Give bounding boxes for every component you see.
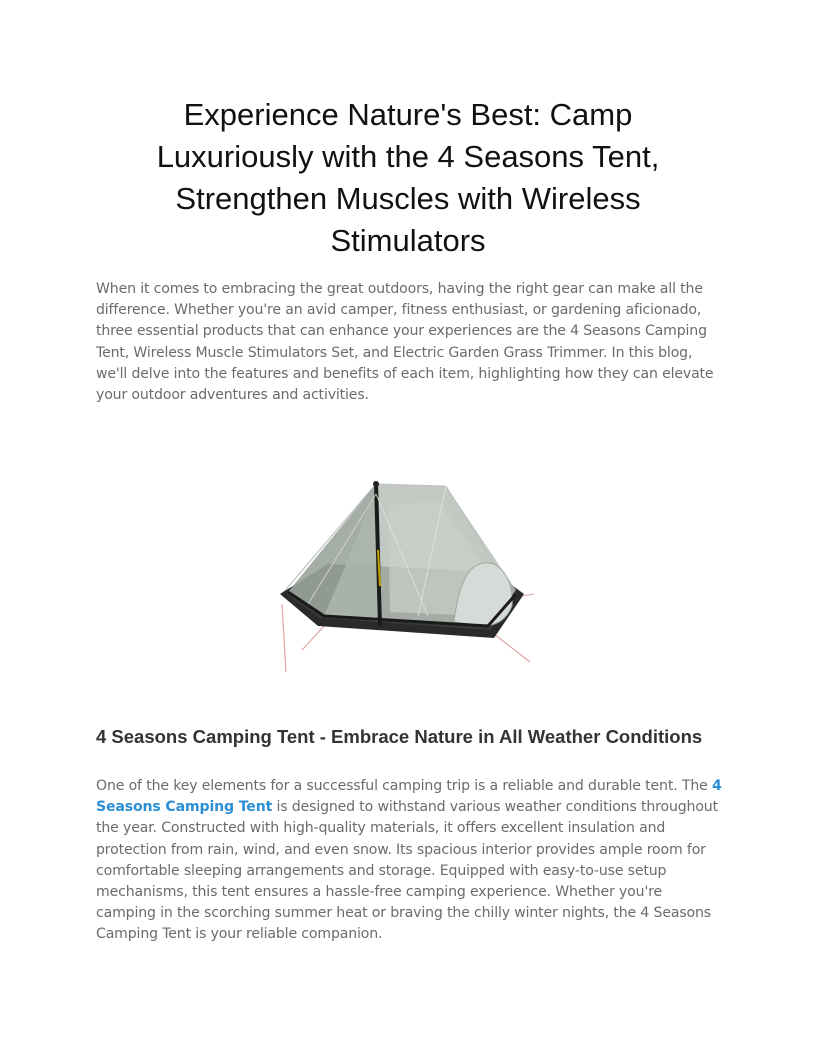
- tent-illustration-icon: [268, 476, 544, 680]
- section-text-start: One of the key elements for a successful camping trip is a reliable and durable tent. The: [96, 778, 712, 794]
- section-paragraph: [96, 776, 724, 946]
- section-text-end: is designed to withstand various weather conditions throughout the year. Constructed with high-quality materials, it offers excellent insulation and protection from rain, wind, and even snow. Its spacious interior provides ample room for comfortable sleeping arrangements and storage. Equipped with easy-to-use setup mechanisms, this tent ensures a hassle-free camping experience. Whether you're camping in the scorching summer heat or braving the chilly winter nights, the 4 Seasons Camping Tent is your reliable companion.: [96, 799, 718, 943]
- tent-image: [268, 476, 544, 680]
- section-heading: 4 Seasons Camping Tent - Embrace Nature in All Weather Conditions: [96, 726, 703, 747]
- intro-paragraph: When it comes to embracing the great outdoors, having the right gear can make all the difference. Whether you're an avid camper, fitness enthusiast, or gardening aficionado, three essential products that can enhance your experiences are the 4 Seasons Camping Tent, Wireless Muscle Stimulators Set, and Electric Garden Grass Trimmer. In this blog, we'll delve into the features and benefits of each item, highlighting how they can elevate your outdoor adventures and activities.: [96, 281, 714, 404]
- tent-product-link[interactable]: 4 Seasons Camping Tent: [96, 778, 722, 816]
- page-title: Experience Nature's Best: Camp Luxuriously with the 4 Seasons Tent, Strengthen Muscles with Wireless Stimulators: [156, 97, 660, 258]
